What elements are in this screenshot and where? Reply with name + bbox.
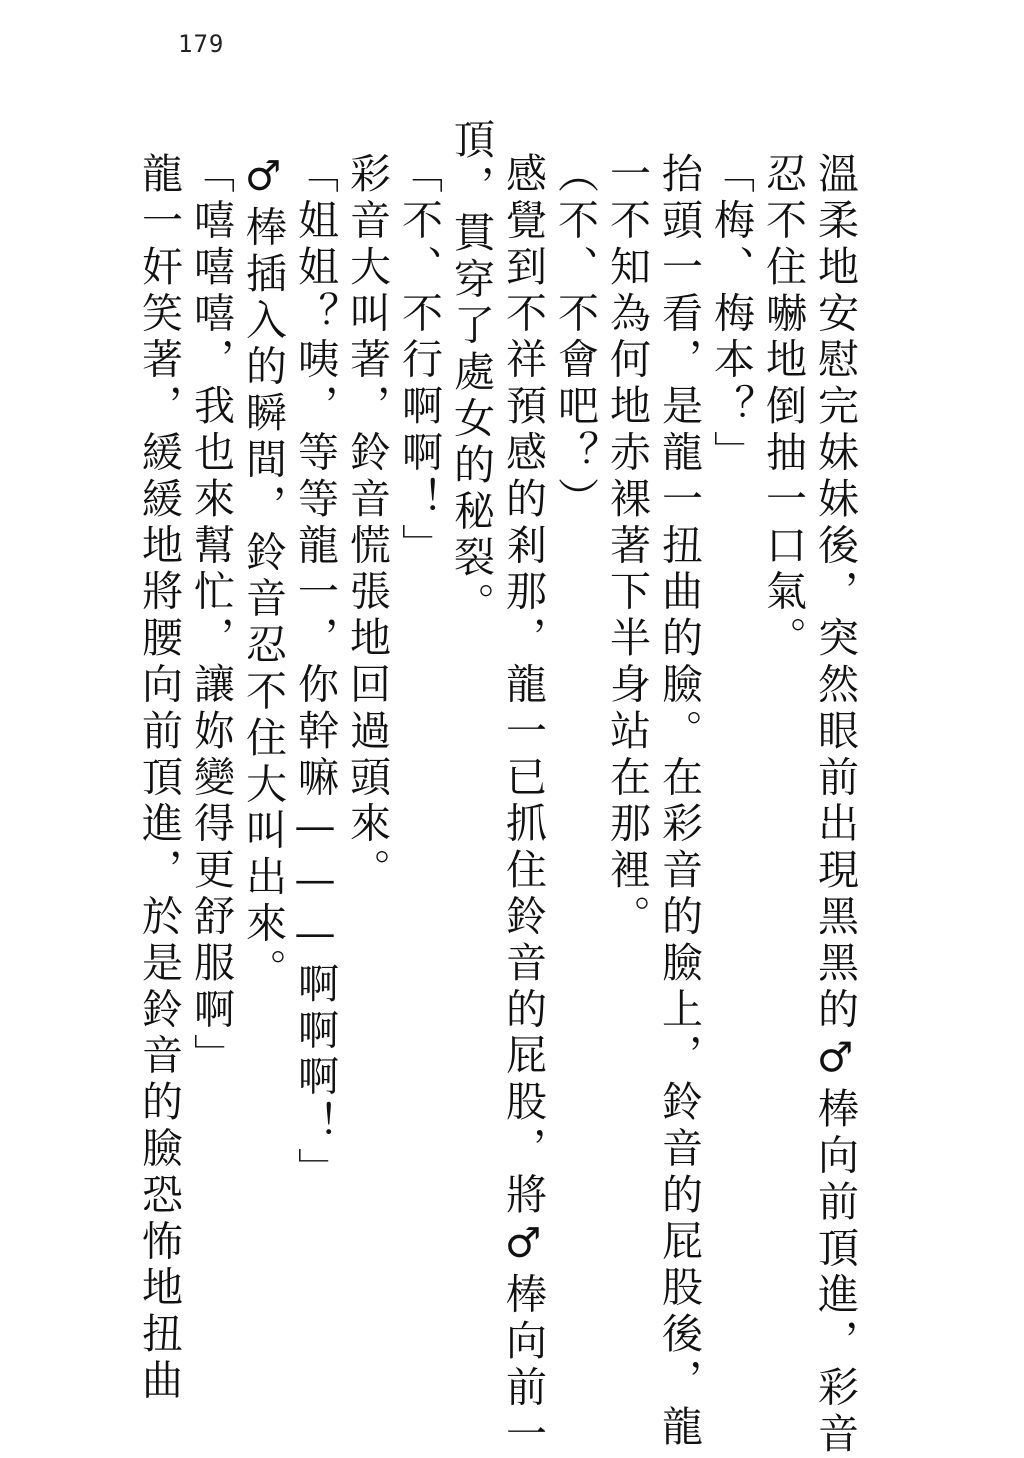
text-column-9: 「不、不行啊啊！」 bbox=[395, 152, 443, 570]
text-column-5: 一不知為何地赤裸著下半身站在那裡。 bbox=[603, 152, 651, 941]
text-column-12: ♂棒插入的瞬間，鈴音忍不住大叫出來。 bbox=[239, 152, 287, 995]
text-column-1: 溫柔地安慰完妹妹後，突然眼前出現黑黑的♂棒向前頂進，彩音 bbox=[811, 152, 859, 1458]
text-column-10: 彩音大叫著，鈴音慌張地回過頭來。 bbox=[343, 152, 391, 895]
text-column-11: 「姐姐？咦，等等龍一，你幹嘛———啊啊啊！」 bbox=[291, 152, 339, 1194]
text-column-7: 感覺到不祥預感的剎那，龍一已抓住鈴音的屁股，將♂棒向前一 bbox=[499, 152, 547, 1458]
text-column-4: 抬頭一看，是龍一扭曲的臉。在彩音的臉上，鈴音的屁股後，龍 bbox=[655, 152, 703, 1452]
text-column-14: 龍一奸笑著，緩緩地將腰向前頂進，於是鈴音的臉恐怖地扭曲 bbox=[135, 152, 183, 1405]
text-column-13: 「嘻嘻嘻，我也來幫忙，讓妳變得更舒服啊」 bbox=[187, 152, 235, 1080]
text-column-3: 「梅、梅本？」 bbox=[707, 152, 755, 477]
text-column-6: （不、不會吧？） bbox=[551, 152, 599, 524]
text-column-2: 忍不住嚇地倒抽一口氣。 bbox=[759, 152, 807, 663]
page-number: 179 bbox=[178, 30, 225, 58]
text-column-8: 頂，貫穿了處女的秘裂。 bbox=[447, 118, 495, 629]
